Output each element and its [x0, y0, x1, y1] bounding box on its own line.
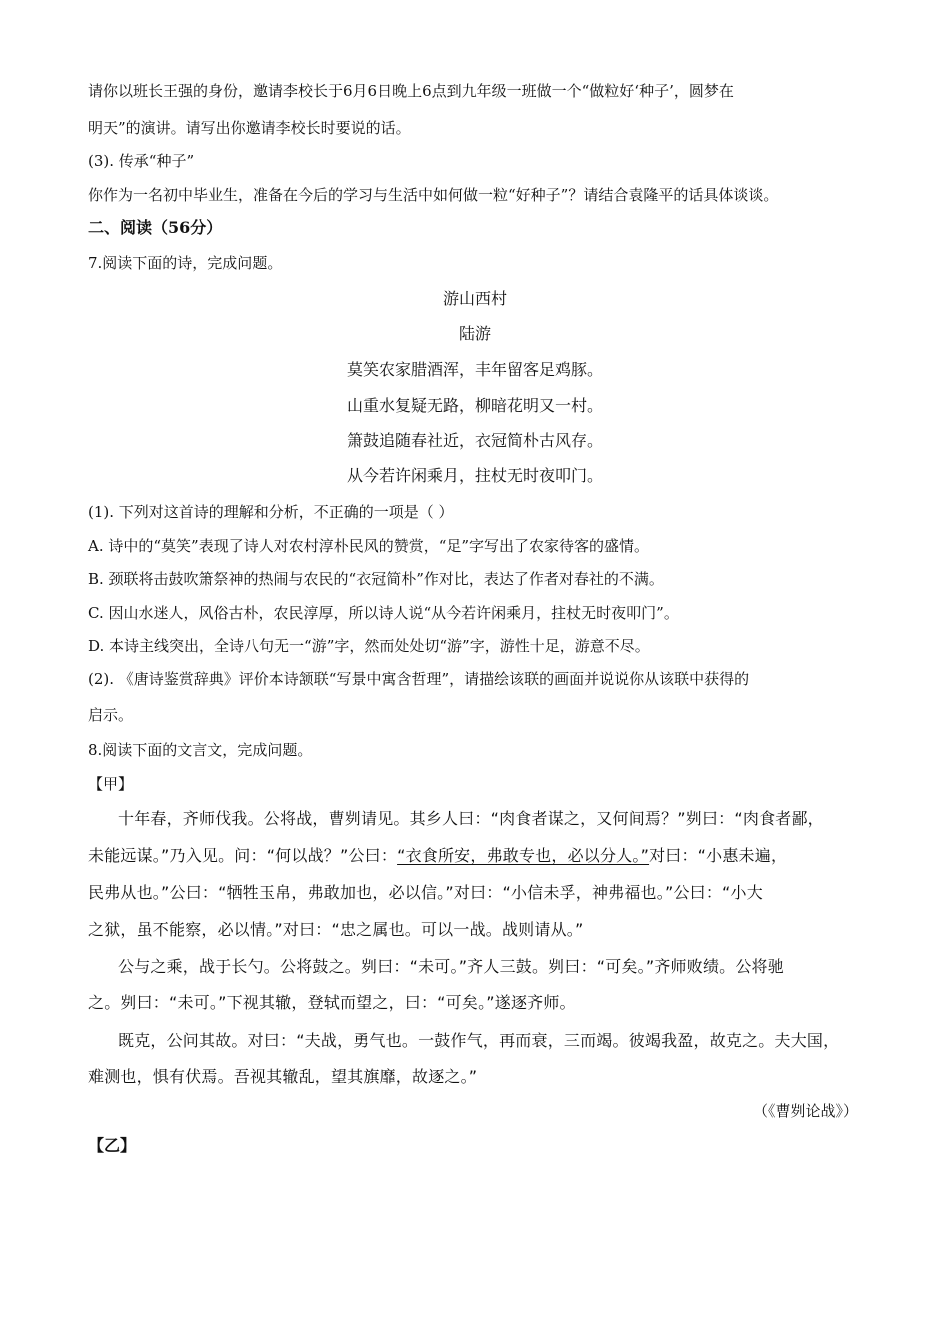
passage-line: 公与之乘，战于长勺。公将鼓之。刿曰：“未可。”齐人三鼓。刿曰：“可矣。”齐师败绩。公将驰: [118, 957, 784, 976]
yi-label: 【乙】: [88, 1136, 137, 1155]
poem-title: 游山西村: [442, 289, 507, 308]
underlined-sentence: “衣食所安，弗敢专也，必以分人。”: [397, 846, 650, 865]
option-a: A. 诗中的“莫笑”表现了诗人对农村淳朴民风的赞赏，“足”字写出了农家待客的盛情。: [88, 537, 650, 555]
q7-sub2-line-1: (2). 《唐诗鉴赏辞典》评价本诗颔联“写景中寓含哲理”，请描绘该联的画面并说说你从该联中获得的: [88, 670, 750, 688]
passage-line: 难测也，惧有伏焉。吾视其辙乱，望其旗靡，故逐之。”: [88, 1067, 478, 1086]
passage-line: 民弗从也。”公曰：“牺牲玉帛，弗敢加也，必以信。”对曰：“小信未孚，神弗福也。”公曰：“小大: [88, 883, 763, 902]
passage-line: 十年春，齐师伐我。公将战，曹刿请见。其乡人曰：“肉食者谋之，又何间焉？”刿曰：“肉食者鄙，: [118, 809, 824, 828]
passage-line: [88, 846, 866, 866]
poem-author: 陆游: [458, 324, 491, 343]
poem-line: 莫笑农家腊酒浑，丰年留客足鸡豚。: [346, 360, 603, 379]
intro-line-1: 请你以班长王强的身份，邀请李校长于6月6日晚上6点到九年级一班做一个“做粒好‘种子’，圆梦在: [88, 82, 734, 100]
passage-line: 之狱，虽不能察，必以情。”对曰：“忠之属也。可以一战。战则请从。”: [88, 920, 584, 939]
passage-source: （《曹刿论战》）: [752, 1102, 858, 1120]
section-heading: 二、阅读（56分）: [88, 218, 223, 237]
q3-text: 你作为一名初中毕业生，准备在今后的学习与生活中如何做一粒“好种子”？请结合袁隆平的话具体谈谈。: [88, 186, 779, 204]
q7-sub1: (1). 下列对这首诗的理解和分析，不正确的一项是（ ）: [88, 503, 454, 521]
q8-prompt: 8.阅读下面的文言文，完成问题。: [88, 741, 313, 759]
q7-sub2-line-2: 启示。: [88, 706, 134, 724]
poem-line: 箫鼓追随春社近，衣冠简朴古风存。: [346, 431, 603, 450]
q3-label: (3). 传承“种子”: [88, 152, 195, 170]
passage-text: 对曰：“小惠未遍，: [649, 846, 788, 865]
passage-line: 之。刿曰：“未可。”下视其辙，登轼而望之，曰：“可矣。”遂逐齐师。: [88, 993, 576, 1012]
option-b: B. 颈联将击鼓吹箫祭神的热闹与农民的“衣冠简朴”作对比，表达了作者对春社的不满。: [88, 570, 664, 588]
option-c: C. 因山水迷人，风俗古朴，农民淳厚，所以诗人说“从今若许闲乘月，拄杖无时夜叩门”。: [88, 604, 679, 622]
poem-line: 山重水复疑无路，柳暗花明又一村。: [346, 396, 603, 415]
option-d: D. 本诗主线突出，全诗八句无一“游”字，然而处处切“游”字，游性十足，游意不尽。: [88, 637, 650, 655]
q7-prompt: 7.阅读下面的诗，完成问题。: [88, 254, 283, 272]
intro-line-2: 明天”的演讲。请写出你邀请李校长时要说的话。: [88, 119, 411, 137]
passage-line: 既克，公问其故。对曰：“夫战，勇气也。一鼓作气，再而衰，三而竭。彼竭我盈，故克之。夫大国，: [118, 1031, 840, 1050]
jia-label: 【甲】: [88, 775, 134, 793]
poem-line: 从今若许闲乘月，拄杖无时夜叩门。: [346, 466, 603, 485]
passage-text: 未能远谋。”乃入见。问：“何以战？”公曰：: [88, 846, 398, 865]
